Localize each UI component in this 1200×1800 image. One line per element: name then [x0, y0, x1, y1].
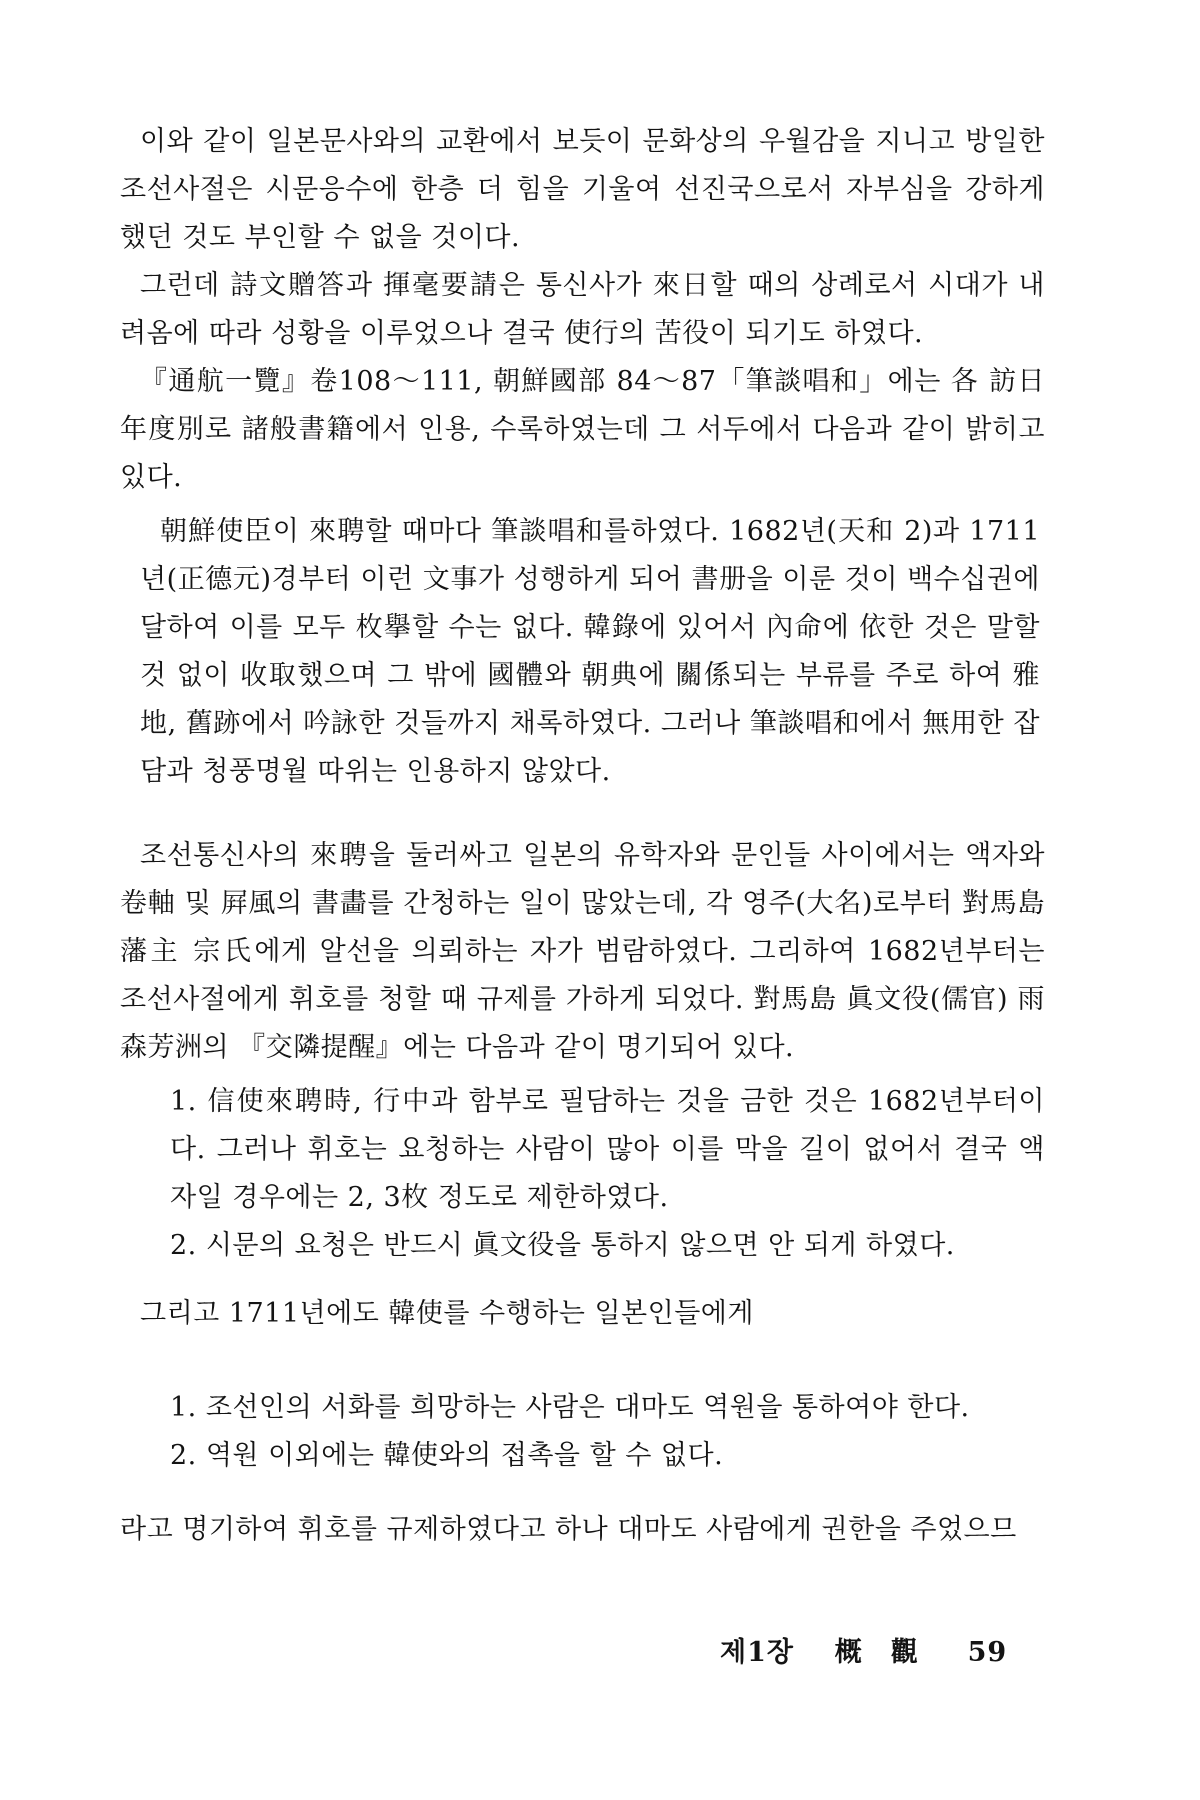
paragraph-2: 그런데 詩文贈答과 揮毫要請은 통신사가 來日할 때의 상례로서 시대가 내려옴에 따라 성황을 이루었으나 결국 使行의 苦役이 되기도 하였다. — [120, 270, 1045, 349]
paragraph-3: 『通航一覽』卷108～111, 朝鮮國部 84～87「筆談唱和」에는 各 訪日年度別로 諸般書籍에서 인용, 수록하였는데 그 서두에서 다음과 같이 밝히고 있다. — [120, 366, 1045, 493]
list-item: 2. 시문의 요청은 반드시 眞文役을 통하지 않으면 안 되게 하였다. — [170, 1230, 955, 1261]
regulation-list-2 — [170, 1384, 1045, 1480]
list-item: 1. 信使來聘時, 行中과 함부로 필담하는 것을 금한 것은 1682년부터이다. 그러나 휘호는 요청하는 사람이 많아 이를 막을 길이 없어서 결국 액자일 경우에는 2, 3枚 정도로 제한하였다. — [170, 1086, 1045, 1213]
list-item: 1. 조선인의 서화를 희망하는 사람은 대마도 역원을 통하여야 한다. — [170, 1392, 970, 1423]
chapter-title: 概 觀 — [834, 1637, 919, 1668]
block-quote: 朝鮮使臣이 來聘할 때마다 筆談唱和를하였다. 1682년(天和 2)과 1711년(正德元)경부터 이런 文事가 성행하게 되어 書册을 이룬 것이 백수십권에 달하여 이를 모두 枚擧할 수는 없다. 韓錄에 있어서 內命에 依한 것은 말할 것 없이 收取했으며 그 밖에 國體와 朝典에 關係되는 부류를 주로 하여 雅地, 舊跡에서 吟詠한 것들까지 채록하였다. 그러나 筆談唱和에서 無用한 잡담과 청풍명월 따위는 인용하지 않았다. — [140, 516, 1040, 787]
paragraph-6: 라고 명기하여 휘호를 규제하였다고 하나 대마도 사람에게 권한을 주었으므 — [120, 1514, 1017, 1545]
paragraph-5: 그리고 1711년에도 韓使를 수행하는 일본인들에게 — [140, 1298, 754, 1329]
page-number: 59 — [967, 1637, 1008, 1668]
paragraph-4: 조선통신사의 來聘을 둘러싸고 일본의 유학자와 문인들 사이에서는 액자와 卷軸 및 屛風의 書畵를 간청하는 일이 많았는데, 각 영주(大名)로부터 對馬島藩主 宗氏에게 알선을 의뢰하는 자가 범람하였다. 그리하여 1682년부터는 조선사절에게 휘호를 청할 때 규제를 가하게 되었다. 對馬島 眞文役(儒官) 雨森芳洲의 『交隣提醒』에는 다음과 같이 명기되어 있다. — [120, 840, 1045, 1063]
chapter-label: 제1장 — [720, 1637, 794, 1668]
regulation-list-1 — [170, 1078, 1045, 1270]
page-footer — [720, 1630, 1007, 1669]
paragraph-1: 이와 같이 일본문사와의 교환에서 보듯이 문화상의 우월감을 지니고 방일한 조선사절은 시문응수에 한층 더 힘을 기울여 선진국으로서 자부심을 강하게 했던 것도 부인할 수 없을 것이다. — [120, 126, 1045, 253]
list-item: 2. 역원 이외에는 韓使와의 접촉을 할 수 없다. — [170, 1440, 724, 1471]
